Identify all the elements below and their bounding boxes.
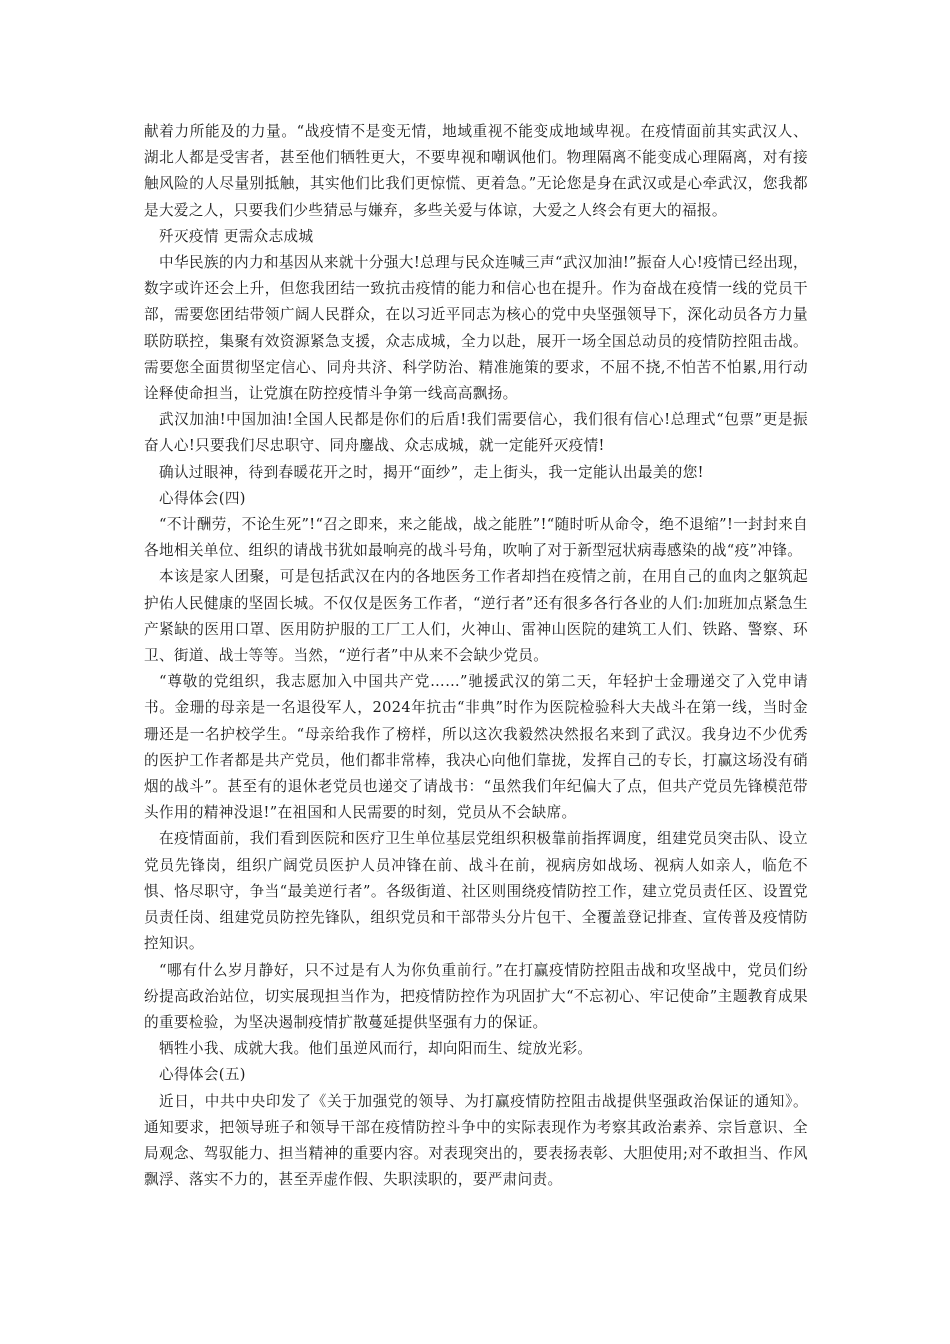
paragraph-nurse-jinshan: “尊敬的党组织，我志愿加入中国共产党……”驰援武汉的第二天，年轻护士金珊递交了入党申请书。金珊的母亲是一名退役军人，2024年抗击“非典”时作为医院检验科大夫战斗在第一线，当时金珊还是一名护校学生。“母亲给我作了榜样，所以这次我毅然决然报名来到了武汉。我身边不少优秀的医护工作者都是共产党员，他们都非常棒，我决心向他们靠拢，发挥自己的专长，打赢这场没有硝烟的战斗”。甚至有的退休老党员也递交了请战书：“虽然我们年纪偏大了点，但共产党员先锋模范带头作用的精神没退!”在祖国和人民需要的时刻，党员从不会缺席。 [144,673,808,822]
paragraph-intro: 献着力所能及的力量。“战疫情不是变无情，地域重视不能变成地域卑视。在疫情面前其实武汉人、湖北人都是受害者，甚至他们牺牲更大，不要卑视和嘲讽他们。物理隔离不能变成心理隔离，对有接触风险的人尽量别抵触，其实他们比我们更惊慌、更着急。”无论您是身在武汉或是心牵武汉，您我都是大爱之人，只要我们少些猜忌与嫌弃，多些关爱与体谅，大爱之人终会有更大的福报。 [144,123,808,219]
section-heading-four: 心得体会(四) [159,489,246,507]
paragraph-confirm-eyes: 确认过眼神，待到春暖花开之时，揭开“面纱”，走上街头，我一定能认出最美的您! [159,463,704,481]
paragraph-burden: “哪有什么岁月静好，只不过是有人为你负重前行。”在打赢疫情防控阻击战和攻坚战中，党员们纷纷提高政治站位，切实展现担当作为，把疫情防控作为巩固扩大“不忘初心、牢记使命”主题教育成果的重要检验，为坚决遏制疫情扩散蔓延提供坚强有力的保证。 [144,961,808,1031]
paragraph-wuhan-jiayou: 武汉加油!中国加油!全国人民都是你们的后盾!我们需要信心，我们很有信心!总理式“包票”更是振奋人心!只要我们尽忠职守、同舟鏖战、众志成城，就一定能歼灭疫情! [144,411,808,455]
section-heading-five: 心得体会(五) [159,1066,246,1084]
document-body [144,119,808,1193]
paragraph-central-notice: 近日，中共中央印发了《关于加强党的领导、为打赢疫情防控阻击战提供坚强政治保证的通知》。通知要求，把领导班子和领导干部在疫情防控斗争中的实际表现作为考察其政治素养、宗旨意识、全局观念、驾驭能力、担当精神的重要内容。对表现突出的，要表扬表彰、大胆使用;对不敢担当、作风飘浮、落实不力的，甚至弄虚作假、失职渎职的，要严肃问责。 [144,1092,808,1189]
section-heading-annihilate: 歼灭疫情 更需众志成城 [159,227,314,245]
paragraph-national-strength: 中华民族的内力和基因从来就十分强大!总理与民众连喊三声“武汉加油!”振奋人心!疫情已经出现，数字或许还会上升，但您我团结一致抗击疫情的能力和信心也在提升。作为奋战在疫情一线的党员干部，需要您团结带领广阔人民群众，在以习近平同志为核心的党中央坚强领导下，深化动员各方力量联防联控，集聚有效资源紧急支援，众志成城，全力以赴，展开一场全国总动员的疫情防控阻击战。需要您全面贯彻坚定信心、同舟共济、科学防治、精准施策的要求，不屈不挠,不怕苦不怕累,用行动诠释使命担当，让党旗在防控疫情斗争第一线高高飘扬。 [144,254,808,403]
paragraph-medical-workers: 本该是家人团聚，可是包括武汉在内的各地医务工作者却挡在疫情之前，在用自己的血肉之躯筑起护佑人民健康的坚固长城。不仅仅是医务工作者，“逆行者”还有很多各行各业的人们:加班加点紧急生产紧缺的医用口罩、医用防护服的工厂工人们，火神山、雷神山医院的建筑工人们、铁路、警察、环卫、街道、战士等等。当然，“逆行者”中从来不会缺少党员。 [144,568,808,665]
paragraph-sacrifice: 牺牲小我、成就大我。他们虽逆风而行，却向阳而生、绽放光彩。 [159,1040,593,1058]
paragraph-petition: “不计酬劳，不论生死”!“召之即来，来之能战，战之能胜”!“随时听从命令，绝不退缩”!一封封来自各地相关单位、组织的请战书犹如最响亮的战斗号角，吹响了对于新型冠状病毒感染的战“疫”冲锋。 [144,516,808,560]
paragraph-party-organization: 在疫情面前，我们看到医院和医疗卫生单位基层党组织积极靠前指挥调度，组建党员突击队、设立党员先锋岗，组织广阔党员医护人员冲锋在前、战斗在前，视病房如战场、视病人如亲人，临危不惧、恪尽职守，争当“最美逆行者”。各级街道、社区则围绕疫情防控工作，建立党员责任区、设置党员责任岗、组建党员防控先锋队，组织党员和干部带头分片包干、全覆盖登记排查、宣传普及疫情防控知识。 [144,830,808,953]
